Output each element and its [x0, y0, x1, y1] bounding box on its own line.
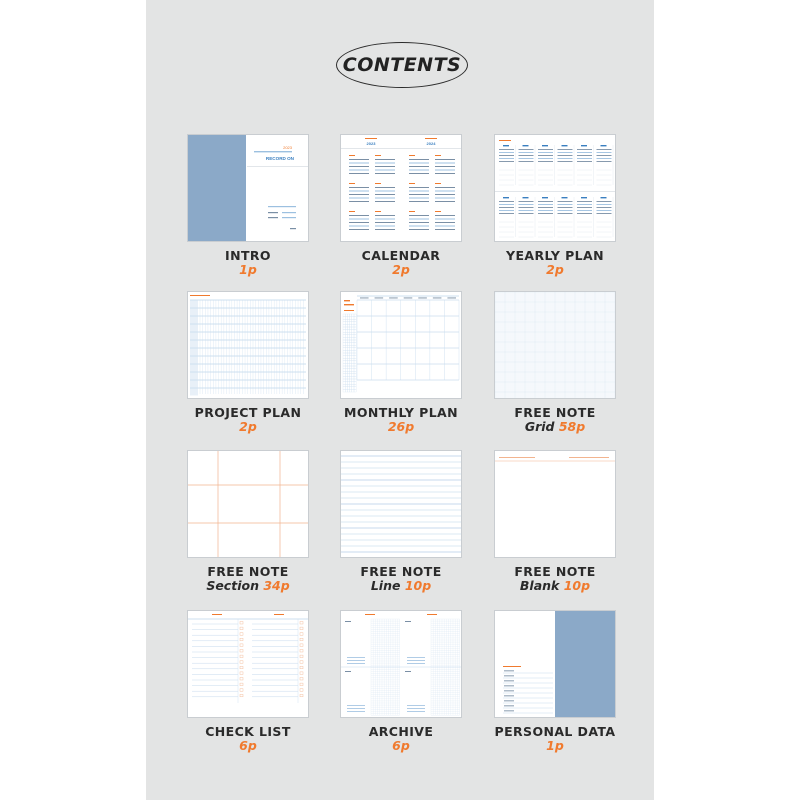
card-pages-row: 2p: [546, 262, 564, 277]
personal-data-preview: [495, 611, 615, 717]
card-pages-row: 1p: [239, 262, 257, 277]
card-project-plan[interactable]: [187, 291, 309, 434]
card-free-note-grid[interactable]: [494, 291, 616, 434]
contents-title-badge: [336, 42, 468, 88]
intro-brand: RECORD ON: [265, 156, 294, 161]
section-preview: [188, 451, 308, 557]
card-free-note-line[interactable]: [340, 450, 462, 593]
grid-preview: [495, 292, 615, 398]
intro-preview: [188, 135, 308, 241]
thumb-personal-data: [494, 610, 616, 718]
archive-preview: [341, 611, 461, 717]
card-title: FREE NOTE: [514, 564, 596, 579]
card-personal-data[interactable]: [494, 610, 616, 753]
card-title: CALENDAR: [361, 248, 441, 263]
card-archive[interactable]: [340, 610, 462, 753]
card-pages-row: 2p: [239, 419, 257, 434]
thumb-project-plan: [187, 291, 309, 399]
card-title: ARCHIVE: [368, 724, 434, 739]
thumb-monthly-plan: [340, 291, 462, 399]
card-free-note-blank[interactable]: [494, 450, 616, 593]
card-pages-row: Line 10p: [370, 578, 432, 593]
calendar-preview: [341, 135, 461, 241]
yearly-plan-preview: [495, 135, 615, 241]
thumb-free-note-section: [187, 450, 309, 558]
card-title: PERSONAL DATA: [494, 724, 616, 739]
card-free-note-section[interactable]: [187, 450, 309, 593]
card-title: PROJECT PLAN: [194, 405, 302, 420]
thumb-calendar: [340, 134, 462, 242]
card-title: FREE NOTE: [360, 564, 442, 579]
thumb-free-note-blank: [494, 450, 616, 558]
blank-preview: [495, 451, 615, 557]
thumb-archive: [340, 610, 462, 718]
monthly-plan-preview: [341, 292, 461, 398]
card-title: CHECK LIST: [205, 724, 291, 739]
calendar-year-left: 2023: [366, 141, 376, 146]
card-title: INTRO: [225, 248, 271, 263]
thumb-check-list: [187, 610, 309, 718]
card-monthly-plan[interactable]: [340, 291, 462, 434]
card-pages-row: 2p: [392, 262, 410, 277]
card-check-list[interactable]: [187, 610, 309, 753]
card-calendar[interactable]: [340, 134, 462, 277]
card-pages-row: 1p: [546, 738, 564, 753]
check-list-preview: [188, 611, 308, 717]
card-pages-row: 6p: [392, 738, 410, 753]
card-title: YEARLY PLAN: [506, 248, 604, 263]
card-pages-row: Grid 58p: [524, 419, 586, 434]
thumb-free-note-grid: [494, 291, 616, 399]
card-title: MONTHLY PLAN: [344, 405, 458, 420]
calendar-year-right: 2024: [426, 141, 436, 146]
card-pages-row: Section 34p: [206, 578, 290, 593]
project-plan-preview: [188, 292, 308, 398]
contents-title: CONTENTS: [342, 54, 462, 76]
card-pages-row: 6p: [239, 738, 257, 753]
card-pages-row: 26p: [387, 419, 415, 434]
line-preview: [341, 451, 461, 557]
intro-year: 2023: [283, 145, 292, 150]
card-pages-row: Blank 10p: [519, 578, 591, 593]
card-yearly-plan[interactable]: [494, 134, 616, 277]
thumb-free-note-line: [340, 450, 462, 558]
card-intro[interactable]: [187, 134, 309, 277]
card-title: FREE NOTE: [207, 564, 289, 579]
thumb-yearly-plan: [494, 134, 616, 242]
card-title: FREE NOTE: [514, 405, 596, 420]
thumb-intro: [187, 134, 309, 242]
